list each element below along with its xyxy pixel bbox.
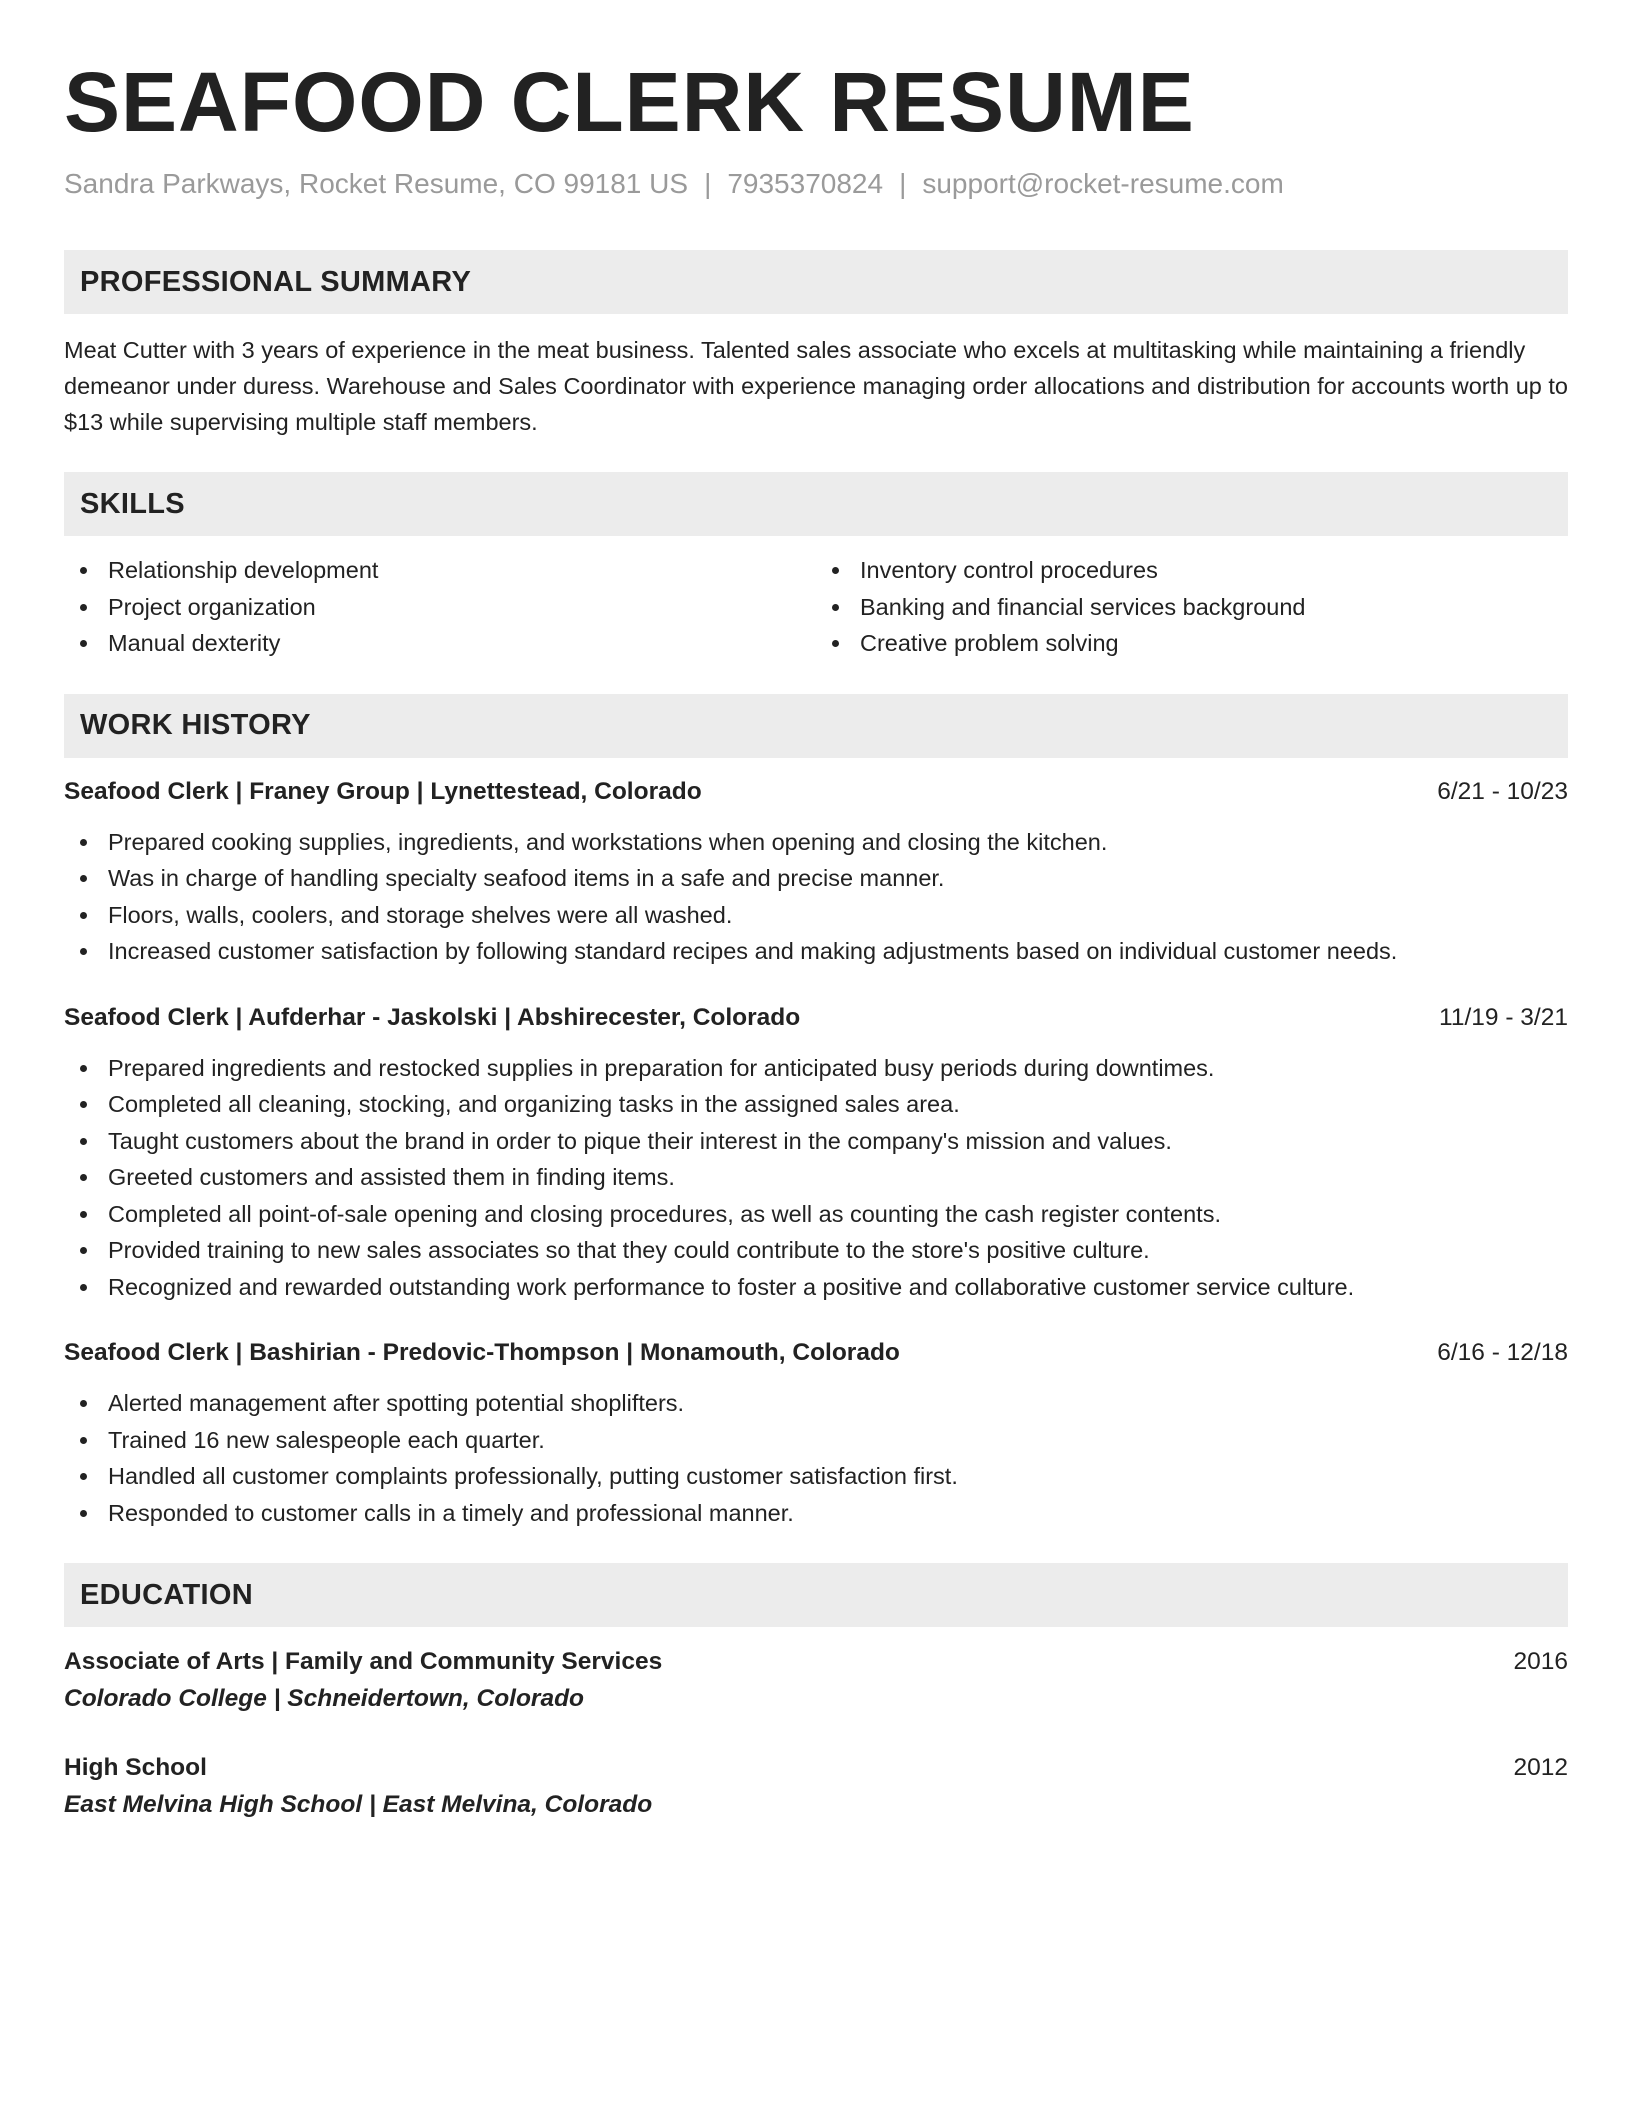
job-entry (64, 1335, 1568, 1531)
education-header (64, 1643, 1568, 1680)
section-header-work-history: WORK HISTORY (64, 694, 1568, 758)
contact-phone: 7935370824 (727, 168, 884, 200)
summary-text: Meat Cutter with 3 years of experience in the meat business. Talented sales associate who excels at multitasking while maintaining a friendly demeanor under duress. Warehouse and Sales Coordinator with experience managing order allocations and distribution for accounts worth up to $13 while supervising multiple staff members. (64, 337, 1568, 436)
job-entry (64, 774, 1568, 970)
job-bullet: Handled all customer complaints professionally, putting customer satisfaction first. (64, 1458, 1568, 1495)
work-history-section (64, 694, 1568, 1532)
education-section (64, 1563, 1568, 1823)
contact-address: Sandra Parkways, Rocket Resume, CO 99181 US (64, 168, 689, 200)
job-bullet: Increased customer satisfaction by following standard recipes and making adjustments based on individual customer needs. (64, 933, 1568, 970)
job-title: Seafood Clerk | Aufderhar - Jaskolski | Abshirecester, Colorado (64, 1003, 801, 1031)
contact-email: support@rocket-resume.com (922, 168, 1284, 200)
education-entry (64, 1643, 1568, 1717)
job-bullets (64, 1050, 1568, 1306)
job-bullet: Recognized and rewarded outstanding work performance to foster a positive and collaborative customer service culture. (64, 1269, 1568, 1306)
job-header (64, 1000, 1568, 1036)
section-header-summary: PROFESSIONAL SUMMARY (64, 250, 1568, 314)
skill-item: Banking and financial services background (816, 589, 1568, 626)
job-dates: 11/19 - 3/21 (1439, 1003, 1568, 1031)
job-bullet: Provided training to new sales associates so that they could contribute to the store's positive culture. (64, 1232, 1568, 1269)
job-bullet: Taught customers about the brand in order to pique their interest in the company's mission and values. (64, 1123, 1568, 1160)
job-bullet: Prepared ingredients and restocked supplies in preparation for anticipated busy periods during downtimes. (64, 1050, 1568, 1087)
section-header-education: EDUCATION (64, 1563, 1568, 1627)
job-entry (64, 1000, 1568, 1306)
skills-section (64, 472, 1568, 662)
education-year: 2016 (1513, 1648, 1568, 1676)
education-school: Colorado College | Schneidertown, Colorado (64, 1685, 585, 1713)
job-bullets (64, 824, 1568, 970)
job-title: Seafood Clerk | Franey Group | Lynettestead, Colorado (64, 777, 702, 805)
skill-item: Inventory control procedures (816, 552, 1568, 589)
job-header (64, 774, 1568, 810)
skill-item: Relationship development (64, 552, 816, 589)
skills-column-left (64, 552, 816, 662)
education-header (64, 1749, 1568, 1786)
contact-line (64, 168, 1568, 200)
education-degree: Associate of Arts | Family and Community Services (64, 1648, 663, 1676)
skills-list-right (816, 552, 1568, 662)
job-bullet: Responded to customer calls in a timely and professional manner. (64, 1495, 1568, 1532)
job-bullet: Greeted customers and assisted them in finding items. (64, 1159, 1568, 1196)
education-year: 2012 (1513, 1754, 1568, 1782)
skills-column-right (816, 552, 1568, 662)
contact-separator: | (899, 168, 907, 200)
skill-item: Project organization (64, 589, 816, 626)
job-bullet: Completed all point-of-sale opening and closing procedures, as well as counting the cash register contents. (64, 1196, 1568, 1233)
job-bullet: Floors, walls, coolers, and storage shelves were all washed. (64, 897, 1568, 934)
job-bullet: Completed all cleaning, stocking, and organizing tasks in the assigned sales area. (64, 1086, 1568, 1123)
job-bullet: Trained 16 new salespeople each quarter. (64, 1422, 1568, 1459)
job-dates: 6/16 - 12/18 (1437, 1339, 1568, 1367)
resume-title: SEAFOOD CLERK RESUME (64, 55, 1195, 149)
job-bullet: Alerted management after spotting potential shoplifters. (64, 1385, 1568, 1422)
skill-item: Creative problem solving (816, 625, 1568, 662)
skills-grid (64, 552, 1568, 662)
summary-section (64, 250, 1568, 440)
job-bullets (64, 1385, 1568, 1531)
job-bullet: Prepared cooking supplies, ingredients, and workstations when opening and closing the kitchen. (64, 824, 1568, 861)
skill-item: Manual dexterity (64, 625, 816, 662)
education-school: East Melvina High School | East Melvina, Colorado (64, 1791, 653, 1819)
section-header-skills: SKILLS (64, 472, 1568, 536)
skills-list-left (64, 552, 816, 662)
job-dates: 6/21 - 10/23 (1437, 777, 1568, 805)
job-bullet: Was in charge of handling specialty seafood items in a safe and precise manner. (64, 860, 1568, 897)
job-title: Seafood Clerk | Bashirian - Predovic-Thompson | Monamouth, Colorado (64, 1339, 900, 1367)
education-degree: High School (64, 1754, 207, 1782)
contact-separator: | (704, 168, 712, 200)
education-entry (64, 1749, 1568, 1823)
job-header (64, 1335, 1568, 1371)
